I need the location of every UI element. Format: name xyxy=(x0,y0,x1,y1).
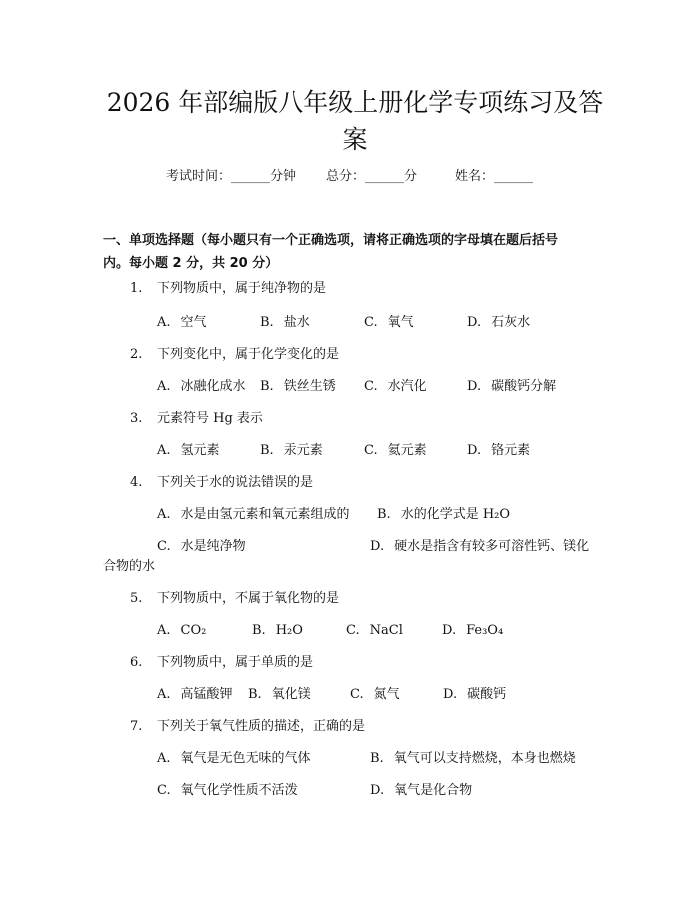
question-number: 6. xyxy=(130,655,143,670)
question-number: 2. xyxy=(130,347,143,362)
question-stem: 下列关于水的说法错误的是 xyxy=(157,475,314,490)
option-a: A. 冰融化成水 xyxy=(157,379,246,394)
question-stem: 下列变化中，属于化学变化的是 xyxy=(157,347,340,362)
question-stem: 下列物质中，不属于氧化物的是 xyxy=(157,591,340,606)
option-b: B. 盐水 xyxy=(260,315,310,330)
option-d: D. 硬水是指含有较多可溶性钙、镁化 xyxy=(370,539,590,554)
exam-score: 总分：______分 xyxy=(326,169,418,184)
option-d: D. Fe₃O₄ xyxy=(442,623,504,638)
question-number: 7. xyxy=(130,719,143,734)
option-a: A. 水是由氢元素和氧元素组成的 xyxy=(157,507,350,522)
option-a: A. 空气 xyxy=(157,315,207,330)
option-a: A. 高锰酸钾 xyxy=(157,687,233,702)
option-d: D. 石灰水 xyxy=(467,315,531,330)
option-b: B. 氧气可以支持燃烧，本身也燃烧 xyxy=(370,751,576,766)
option-a: A. 氢元素 xyxy=(157,443,220,458)
title-line-1: 2026 年部编版八年级上册化学专项练习及答 xyxy=(106,88,604,117)
section-heading-line-2: 内。每小题 2 分，共 20 分） xyxy=(103,256,279,271)
question-number: 1. xyxy=(130,281,143,296)
option-d-continuation: 合物的水 xyxy=(103,559,156,574)
option-a: A. CO₂ xyxy=(157,623,207,638)
option-c: C. 氧气 xyxy=(364,315,414,330)
option-c: C. 氦元素 xyxy=(364,443,427,458)
option-b: B. 汞元素 xyxy=(260,443,323,458)
question-stem: 下列物质中，属于纯净物的是 xyxy=(157,281,327,296)
option-c: C. 氧气化学性质不活泼 xyxy=(157,783,298,798)
document-title xyxy=(95,84,615,158)
option-c: C. NaCl xyxy=(346,623,403,638)
option-d: D. 氧气是化合物 xyxy=(370,783,473,798)
option-d: D. 碳酸钙 xyxy=(443,687,507,702)
exam-time: 考试时间：______分钟 xyxy=(166,169,297,184)
option-d: D. 铬元素 xyxy=(467,443,531,458)
question-stem: 下列关于氧气性质的描述，正确的是 xyxy=(157,719,366,734)
option-c: C. 氮气 xyxy=(350,687,400,702)
option-b: B. 铁丝生锈 xyxy=(260,379,336,394)
option-a: A. 氧气是无色无味的气体 xyxy=(157,751,311,766)
question-number: 5. xyxy=(130,591,143,606)
question-stem: 下列物质中，属于单质的是 xyxy=(157,655,314,670)
option-d: D. 碳酸钙分解 xyxy=(467,379,557,394)
section-heading xyxy=(103,229,623,275)
option-c: C. 水是纯净物 xyxy=(157,539,246,554)
question-number: 4. xyxy=(130,475,143,490)
question-stem: 元素符号 Hg 表示 xyxy=(157,411,263,426)
section-heading-line-1: 一、单项选择题（每小题只有一个正确选项，请将正确选项的字母填在题后括号 xyxy=(103,233,559,248)
question-number: 3. xyxy=(130,411,143,426)
title-line-2: 案 xyxy=(342,125,368,154)
option-b: B. 水的化学式是 H₂O xyxy=(377,507,511,522)
student-name: 姓名：______ xyxy=(455,169,534,184)
option-c: C. 水汽化 xyxy=(364,379,427,394)
option-b: B. 氧化镁 xyxy=(248,687,311,702)
option-b: B. H₂O xyxy=(252,623,303,638)
